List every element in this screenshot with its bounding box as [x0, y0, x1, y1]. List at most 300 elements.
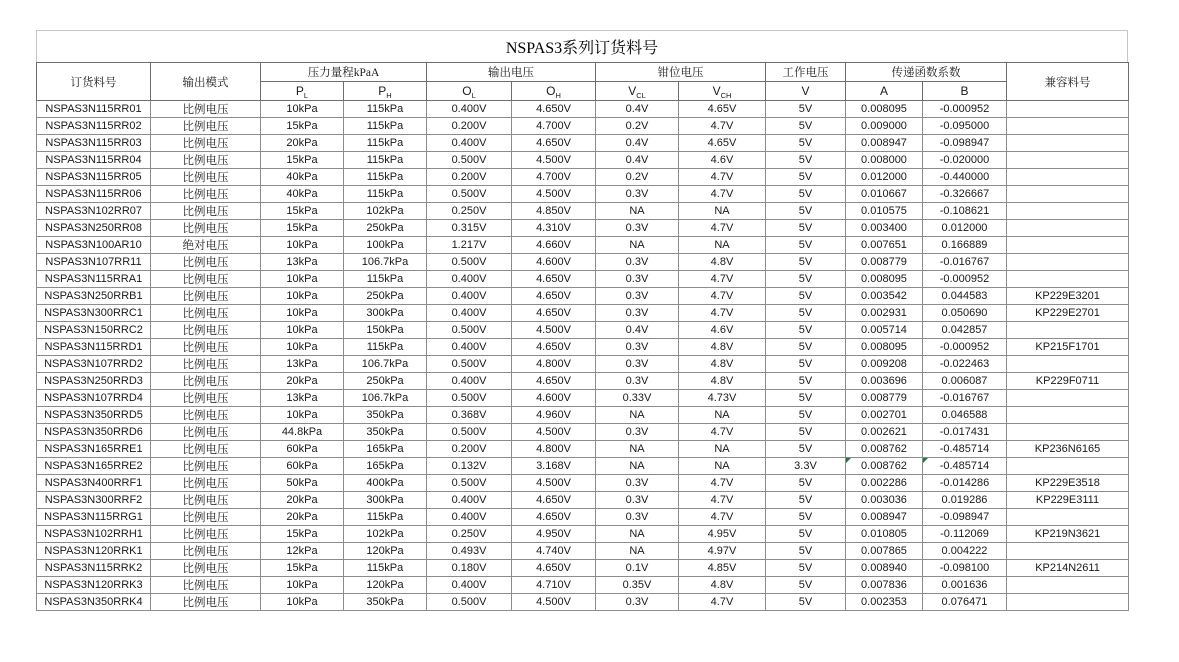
cell-vcl[interactable]: 0.33V: [596, 390, 679, 407]
cell-ph[interactable]: 250kPa: [344, 220, 427, 237]
cell-coeff-b[interactable]: -0.326667: [923, 186, 1007, 203]
cell-vch[interactable]: 4.7V: [679, 118, 766, 135]
cell-coeff-b[interactable]: -0.108621: [923, 203, 1007, 220]
cell-vch[interactable]: 4.7V: [679, 305, 766, 322]
cell-supply-v[interactable]: 5V: [766, 118, 846, 135]
cell-coeff-a[interactable]: 0.007836: [846, 577, 923, 594]
cell-coeff-b[interactable]: -0.098947: [923, 135, 1007, 152]
cell-compat[interactable]: KP229E3201: [1007, 288, 1129, 305]
cell-vch[interactable]: 4.7V: [679, 271, 766, 288]
cell-vcl[interactable]: 0.3V: [596, 254, 679, 271]
cell-ol[interactable]: 0.500V: [427, 475, 512, 492]
cell-pl[interactable]: 40kPa: [261, 186, 344, 203]
cell-vch[interactable]: 4.8V: [679, 339, 766, 356]
cell-ol[interactable]: 0.200V: [427, 118, 512, 135]
cell-part-no[interactable]: NSPAS3N115RR02: [37, 118, 151, 135]
cell-vcl[interactable]: 0.2V: [596, 118, 679, 135]
cell-ol[interactable]: 0.200V: [427, 169, 512, 186]
cell-coeff-b[interactable]: 0.001636: [923, 577, 1007, 594]
cell-part-no[interactable]: NSPAS3N400RRF1: [37, 475, 151, 492]
cell-pl[interactable]: 50kPa: [261, 475, 344, 492]
col-group-clamp-voltage[interactable]: 钳位电压: [596, 63, 766, 82]
cell-oh[interactable]: 4.600V: [512, 390, 596, 407]
cell-oh[interactable]: 4.600V: [512, 254, 596, 271]
cell-oh[interactable]: 4.650V: [512, 509, 596, 526]
col-header-output-mode[interactable]: 输出模式: [151, 63, 261, 101]
cell-output-mode[interactable]: 比例电压: [151, 373, 261, 390]
cell-compat[interactable]: [1007, 356, 1129, 373]
cell-oh[interactable]: 4.650V: [512, 339, 596, 356]
cell-oh[interactable]: 4.650V: [512, 492, 596, 509]
cell-part-no[interactable]: NSPAS3N350RRD6: [37, 424, 151, 441]
cell-oh[interactable]: 4.960V: [512, 407, 596, 424]
cell-ph[interactable]: 115kPa: [344, 169, 427, 186]
cell-ph[interactable]: 106.7kPa: [344, 356, 427, 373]
cell-compat[interactable]: KP219N3621: [1007, 526, 1129, 543]
cell-vcl[interactable]: 0.35V: [596, 577, 679, 594]
cell-coeff-a[interactable]: 0.008095: [846, 101, 923, 118]
cell-ph[interactable]: 120kPa: [344, 543, 427, 560]
cell-output-mode[interactable]: 比例电压: [151, 560, 261, 577]
cell-output-mode[interactable]: 比例电压: [151, 135, 261, 152]
cell-coeff-a[interactable]: 0.003036: [846, 492, 923, 509]
cell-coeff-b[interactable]: 0.019286: [923, 492, 1007, 509]
cell-vch[interactable]: 4.7V: [679, 288, 766, 305]
cell-ph[interactable]: 115kPa: [344, 186, 427, 203]
cell-vcl[interactable]: 0.3V: [596, 186, 679, 203]
cell-vch[interactable]: 4.85V: [679, 560, 766, 577]
cell-vcl[interactable]: NA: [596, 237, 679, 254]
cell-oh[interactable]: 4.650V: [512, 373, 596, 390]
cell-output-mode[interactable]: 比例电压: [151, 390, 261, 407]
cell-supply-v[interactable]: 5V: [766, 288, 846, 305]
cell-part-no[interactable]: NSPAS3N165RRE2: [37, 458, 151, 475]
cell-output-mode[interactable]: 比例电压: [151, 254, 261, 271]
cell-output-mode[interactable]: 比例电压: [151, 152, 261, 169]
col-header-pl[interactable]: $P_L$: [261, 82, 344, 101]
cell-ph[interactable]: 115kPa: [344, 509, 427, 526]
cell-coeff-b[interactable]: 0.050690: [923, 305, 1007, 322]
cell-ol[interactable]: 0.400V: [427, 577, 512, 594]
cell-ph[interactable]: 106.7kPa: [344, 254, 427, 271]
cell-output-mode[interactable]: 比例电压: [151, 475, 261, 492]
cell-coeff-a[interactable]: 0.008779: [846, 390, 923, 407]
cell-coeff-b[interactable]: -0.112069: [923, 526, 1007, 543]
cell-output-mode[interactable]: 比例电压: [151, 441, 261, 458]
cell-part-no[interactable]: NSPAS3N165RRE1: [37, 441, 151, 458]
cell-oh[interactable]: 4.500V: [512, 424, 596, 441]
cell-part-no[interactable]: NSPAS3N250RRD3: [37, 373, 151, 390]
cell-vcl[interactable]: 0.4V: [596, 101, 679, 118]
cell-coeff-a[interactable]: 0.008947: [846, 135, 923, 152]
cell-vcl[interactable]: 0.4V: [596, 135, 679, 152]
cell-coeff-b[interactable]: -0.014286: [923, 475, 1007, 492]
cell-compat[interactable]: [1007, 594, 1129, 611]
cell-ol[interactable]: 0.500V: [427, 152, 512, 169]
cell-part-no[interactable]: NSPAS3N350RRD5: [37, 407, 151, 424]
cell-output-mode[interactable]: 比例电压: [151, 543, 261, 560]
cell-coeff-a[interactable]: 0.009000: [846, 118, 923, 135]
cell-supply-v[interactable]: 5V: [766, 509, 846, 526]
cell-coeff-a[interactable]: 0.002931: [846, 305, 923, 322]
cell-supply-v[interactable]: 5V: [766, 254, 846, 271]
cell-output-mode[interactable]: 比例电压: [151, 203, 261, 220]
cell-output-mode[interactable]: 比例电压: [151, 186, 261, 203]
cell-coeff-b[interactable]: -0.098100: [923, 560, 1007, 577]
cell-compat[interactable]: [1007, 424, 1129, 441]
cell-part-no[interactable]: NSPAS3N115RRD1: [37, 339, 151, 356]
cell-vcl[interactable]: NA: [596, 526, 679, 543]
cell-ph[interactable]: 300kPa: [344, 492, 427, 509]
cell-output-mode[interactable]: 比例电压: [151, 594, 261, 611]
cell-pl[interactable]: 10kPa: [261, 322, 344, 339]
cell-ol[interactable]: 0.500V: [427, 322, 512, 339]
cell-coeff-b[interactable]: -0.022463: [923, 356, 1007, 373]
cell-coeff-a[interactable]: 0.008000: [846, 152, 923, 169]
cell-coeff-a[interactable]: 0.008095: [846, 271, 923, 288]
cell-output-mode[interactable]: 比例电压: [151, 118, 261, 135]
cell-coeff-b[interactable]: 0.046588: [923, 407, 1007, 424]
cell-output-mode[interactable]: 比例电压: [151, 458, 261, 475]
cell-supply-v[interactable]: 5V: [766, 543, 846, 560]
cell-pl[interactable]: 20kPa: [261, 135, 344, 152]
cell-part-no[interactable]: NSPAS3N250RR08: [37, 220, 151, 237]
cell-coeff-b[interactable]: 0.004222: [923, 543, 1007, 560]
cell-pl[interactable]: 10kPa: [261, 407, 344, 424]
cell-part-no[interactable]: NSPAS3N120RRK3: [37, 577, 151, 594]
cell-ol[interactable]: 0.500V: [427, 186, 512, 203]
cell-supply-v[interactable]: 5V: [766, 186, 846, 203]
cell-ol[interactable]: 0.400V: [427, 288, 512, 305]
cell-compat[interactable]: [1007, 407, 1129, 424]
cell-oh[interactable]: 4.950V: [512, 526, 596, 543]
cell-part-no[interactable]: NSPAS3N100AR10: [37, 237, 151, 254]
cell-oh[interactable]: 4.500V: [512, 594, 596, 611]
cell-oh[interactable]: 4.650V: [512, 101, 596, 118]
cell-vch[interactable]: 4.8V: [679, 577, 766, 594]
cell-output-mode[interactable]: 比例电压: [151, 220, 261, 237]
cell-oh[interactable]: 4.740V: [512, 543, 596, 560]
cell-pl[interactable]: 10kPa: [261, 288, 344, 305]
cell-coeff-a[interactable]: 0.008779: [846, 254, 923, 271]
cell-coeff-b[interactable]: -0.000952: [923, 339, 1007, 356]
cell-pl[interactable]: 10kPa: [261, 594, 344, 611]
cell-vch[interactable]: 4.97V: [679, 543, 766, 560]
cell-compat[interactable]: [1007, 186, 1129, 203]
cell-vch[interactable]: 4.7V: [679, 424, 766, 441]
cell-vcl[interactable]: 0.4V: [596, 152, 679, 169]
cell-compat[interactable]: KP229F0711: [1007, 373, 1129, 390]
col-header-part-no[interactable]: 订货料号: [37, 63, 151, 101]
cell-compat[interactable]: [1007, 390, 1129, 407]
cell-coeff-a[interactable]: 0.012000: [846, 169, 923, 186]
cell-ol[interactable]: 0.400V: [427, 271, 512, 288]
cell-supply-v[interactable]: 5V: [766, 237, 846, 254]
cell-ph[interactable]: 250kPa: [344, 373, 427, 390]
cell-ol[interactable]: 0.180V: [427, 560, 512, 577]
cell-ol[interactable]: 0.500V: [427, 594, 512, 611]
cell-ph[interactable]: 100kPa: [344, 237, 427, 254]
cell-supply-v[interactable]: 5V: [766, 441, 846, 458]
cell-output-mode[interactable]: 比例电压: [151, 526, 261, 543]
cell-coeff-a[interactable]: 0.003400: [846, 220, 923, 237]
cell-coeff-b[interactable]: 0.044583: [923, 288, 1007, 305]
cell-supply-v[interactable]: 5V: [766, 373, 846, 390]
cell-part-no[interactable]: NSPAS3N115RR03: [37, 135, 151, 152]
cell-vcl[interactable]: 0.3V: [596, 339, 679, 356]
cell-compat[interactable]: [1007, 458, 1129, 475]
cell-oh[interactable]: 4.500V: [512, 186, 596, 203]
col-group-output-voltage[interactable]: 输出电压: [427, 63, 596, 82]
cell-ph[interactable]: 350kPa: [344, 594, 427, 611]
cell-pl[interactable]: 44.8kPa: [261, 424, 344, 441]
cell-coeff-b[interactable]: 0.076471: [923, 594, 1007, 611]
cell-part-no[interactable]: NSPAS3N115RR01: [37, 101, 151, 118]
cell-part-no[interactable]: NSPAS3N115RRG1: [37, 509, 151, 526]
cell-ol[interactable]: 0.500V: [427, 390, 512, 407]
cell-vch[interactable]: 4.7V: [679, 492, 766, 509]
col-header-supply-v[interactable]: V: [766, 82, 846, 101]
cell-supply-v[interactable]: 5V: [766, 407, 846, 424]
cell-compat[interactable]: [1007, 509, 1129, 526]
cell-vcl[interactable]: 0.3V: [596, 373, 679, 390]
cell-vch[interactable]: NA: [679, 407, 766, 424]
cell-supply-v[interactable]: 5V: [766, 475, 846, 492]
cell-supply-v[interactable]: 5V: [766, 339, 846, 356]
cell-vch[interactable]: NA: [679, 203, 766, 220]
cell-compat[interactable]: [1007, 237, 1129, 254]
cell-vcl[interactable]: NA: [596, 543, 679, 560]
cell-vch[interactable]: 4.7V: [679, 186, 766, 203]
cell-output-mode[interactable]: 比例电压: [151, 509, 261, 526]
cell-vcl[interactable]: NA: [596, 458, 679, 475]
cell-vch[interactable]: 4.7V: [679, 594, 766, 611]
cell-ol[interactable]: 0.400V: [427, 339, 512, 356]
cell-vcl[interactable]: NA: [596, 203, 679, 220]
cell-compat[interactable]: [1007, 135, 1129, 152]
cell-vcl[interactable]: 0.3V: [596, 356, 679, 373]
col-group-pressure-range[interactable]: 压力量程kPaA: [261, 63, 427, 82]
cell-coeff-a[interactable]: 0.002353: [846, 594, 923, 611]
col-header-vcl[interactable]: $V_{CL}$: [596, 82, 679, 101]
cell-pl[interactable]: 20kPa: [261, 509, 344, 526]
cell-supply-v[interactable]: 5V: [766, 203, 846, 220]
cell-vcl[interactable]: NA: [596, 407, 679, 424]
cell-ol[interactable]: 1.217V: [427, 237, 512, 254]
cell-coeff-b[interactable]: 0.166889: [923, 237, 1007, 254]
cell-output-mode[interactable]: 比例电压: [151, 577, 261, 594]
cell-part-no[interactable]: NSPAS3N107RR11: [37, 254, 151, 271]
cell-compat[interactable]: KP214N2611: [1007, 560, 1129, 577]
cell-part-no[interactable]: NSPAS3N115RR04: [37, 152, 151, 169]
cell-pl[interactable]: 13kPa: [261, 390, 344, 407]
cell-compat[interactable]: [1007, 118, 1129, 135]
cell-ol[interactable]: 0.500V: [427, 424, 512, 441]
cell-vch[interactable]: 4.7V: [679, 509, 766, 526]
cell-coeff-b[interactable]: 0.042857: [923, 322, 1007, 339]
cell-vcl[interactable]: 0.1V: [596, 560, 679, 577]
cell-pl[interactable]: 10kPa: [261, 339, 344, 356]
cell-oh[interactable]: 4.660V: [512, 237, 596, 254]
cell-vcl[interactable]: 0.3V: [596, 288, 679, 305]
cell-coeff-a[interactable]: 0.008762: [846, 458, 923, 475]
cell-oh[interactable]: 4.850V: [512, 203, 596, 220]
cell-ph[interactable]: 350kPa: [344, 424, 427, 441]
cell-ol[interactable]: 0.400V: [427, 373, 512, 390]
cell-coeff-b[interactable]: -0.485714: [923, 441, 1007, 458]
cell-coeff-b[interactable]: -0.095000: [923, 118, 1007, 135]
cell-oh[interactable]: 4.650V: [512, 560, 596, 577]
cell-ol[interactable]: 0.400V: [427, 305, 512, 322]
cell-compat[interactable]: [1007, 322, 1129, 339]
cell-ph[interactable]: 150kPa: [344, 322, 427, 339]
cell-output-mode[interactable]: 绝对电压: [151, 237, 261, 254]
cell-oh[interactable]: 4.700V: [512, 169, 596, 186]
cell-ol[interactable]: 0.200V: [427, 441, 512, 458]
cell-vcl[interactable]: 0.3V: [596, 509, 679, 526]
cell-coeff-a[interactable]: 0.010667: [846, 186, 923, 203]
cell-pl[interactable]: 15kPa: [261, 560, 344, 577]
col-header-ol[interactable]: $O_L$: [427, 82, 512, 101]
cell-supply-v[interactable]: 5V: [766, 492, 846, 509]
cell-compat[interactable]: [1007, 101, 1129, 118]
cell-ph[interactable]: 115kPa: [344, 271, 427, 288]
cell-oh[interactable]: 4.650V: [512, 305, 596, 322]
cell-vcl[interactable]: 0.4V: [596, 322, 679, 339]
cell-output-mode[interactable]: 比例电压: [151, 407, 261, 424]
cell-coeff-a[interactable]: 0.008947: [846, 509, 923, 526]
cell-vch[interactable]: 4.7V: [679, 169, 766, 186]
cell-vch[interactable]: NA: [679, 441, 766, 458]
cell-vcl[interactable]: 0.3V: [596, 594, 679, 611]
cell-ol[interactable]: 0.500V: [427, 254, 512, 271]
cell-oh[interactable]: 4.500V: [512, 322, 596, 339]
cell-pl[interactable]: 15kPa: [261, 220, 344, 237]
col-group-supply-voltage[interactable]: 工作电压: [766, 63, 846, 82]
cell-pl[interactable]: 20kPa: [261, 373, 344, 390]
cell-compat[interactable]: [1007, 203, 1129, 220]
cell-pl[interactable]: 10kPa: [261, 305, 344, 322]
cell-part-no[interactable]: NSPAS3N350RRK4: [37, 594, 151, 611]
cell-ph[interactable]: 250kPa: [344, 288, 427, 305]
cell-vch[interactable]: 4.65V: [679, 135, 766, 152]
cell-ol[interactable]: 0.400V: [427, 101, 512, 118]
cell-pl[interactable]: 13kPa: [261, 356, 344, 373]
cell-part-no[interactable]: NSPAS3N300RRF2: [37, 492, 151, 509]
cell-pl[interactable]: 10kPa: [261, 577, 344, 594]
cell-output-mode[interactable]: 比例电压: [151, 288, 261, 305]
cell-output-mode[interactable]: 比例电压: [151, 322, 261, 339]
cell-vch[interactable]: 4.6V: [679, 152, 766, 169]
cell-coeff-a[interactable]: 0.002621: [846, 424, 923, 441]
cell-pl[interactable]: 40kPa: [261, 169, 344, 186]
cell-pl[interactable]: 13kPa: [261, 254, 344, 271]
cell-oh[interactable]: 4.800V: [512, 441, 596, 458]
cell-output-mode[interactable]: 比例电压: [151, 492, 261, 509]
cell-vcl[interactable]: 0.3V: [596, 305, 679, 322]
cell-coeff-a[interactable]: 0.005714: [846, 322, 923, 339]
cell-coeff-a[interactable]: 0.008762: [846, 441, 923, 458]
cell-vcl[interactable]: 0.3V: [596, 424, 679, 441]
cell-ph[interactable]: 115kPa: [344, 339, 427, 356]
cell-pl[interactable]: 15kPa: [261, 203, 344, 220]
cell-ph[interactable]: 300kPa: [344, 305, 427, 322]
cell-supply-v[interactable]: 3.3V: [766, 458, 846, 475]
cell-compat[interactable]: [1007, 152, 1129, 169]
cell-supply-v[interactable]: 5V: [766, 101, 846, 118]
cell-ol[interactable]: 0.368V: [427, 407, 512, 424]
cell-supply-v[interactable]: 5V: [766, 560, 846, 577]
cell-pl[interactable]: 20kPa: [261, 492, 344, 509]
cell-output-mode[interactable]: 比例电压: [151, 169, 261, 186]
cell-ol[interactable]: 0.400V: [427, 135, 512, 152]
cell-part-no[interactable]: NSPAS3N107RRD2: [37, 356, 151, 373]
cell-compat[interactable]: [1007, 169, 1129, 186]
cell-part-no[interactable]: NSPAS3N102RR07: [37, 203, 151, 220]
cell-part-no[interactable]: NSPAS3N115RRA1: [37, 271, 151, 288]
cell-coeff-a[interactable]: 0.007651: [846, 237, 923, 254]
cell-coeff-a[interactable]: 0.010575: [846, 203, 923, 220]
col-header-coeff-b[interactable]: B: [923, 82, 1007, 101]
cell-compat[interactable]: [1007, 543, 1129, 560]
col-group-transfer-coeff[interactable]: 传递函数系数: [846, 63, 1007, 82]
cell-supply-v[interactable]: 5V: [766, 271, 846, 288]
cell-ol[interactable]: 0.400V: [427, 509, 512, 526]
cell-supply-v[interactable]: 5V: [766, 390, 846, 407]
cell-oh[interactable]: 4.650V: [512, 288, 596, 305]
cell-compat[interactable]: KP229E2701: [1007, 305, 1129, 322]
cell-ph[interactable]: 165kPa: [344, 441, 427, 458]
cell-vcl[interactable]: 0.2V: [596, 169, 679, 186]
cell-coeff-b[interactable]: -0.017431: [923, 424, 1007, 441]
cell-coeff-a[interactable]: 0.008095: [846, 339, 923, 356]
cell-coeff-a[interactable]: 0.008940: [846, 560, 923, 577]
cell-output-mode[interactable]: 比例电压: [151, 424, 261, 441]
cell-ph[interactable]: 115kPa: [344, 135, 427, 152]
cell-supply-v[interactable]: 5V: [766, 577, 846, 594]
col-header-oh[interactable]: $O_H$: [512, 82, 596, 101]
cell-part-no[interactable]: NSPAS3N120RRK1: [37, 543, 151, 560]
cell-coeff-a[interactable]: 0.009208: [846, 356, 923, 373]
cell-ol[interactable]: 0.400V: [427, 492, 512, 509]
cell-pl[interactable]: 60kPa: [261, 458, 344, 475]
cell-vch[interactable]: 4.7V: [679, 220, 766, 237]
cell-vch[interactable]: 4.6V: [679, 322, 766, 339]
cell-compat[interactable]: [1007, 220, 1129, 237]
cell-output-mode[interactable]: 比例电压: [151, 101, 261, 118]
cell-coeff-b[interactable]: -0.485714: [923, 458, 1007, 475]
cell-ph[interactable]: 400kPa: [344, 475, 427, 492]
cell-coeff-a[interactable]: 0.010805: [846, 526, 923, 543]
cell-vcl[interactable]: 0.3V: [596, 220, 679, 237]
cell-vcl[interactable]: 0.3V: [596, 475, 679, 492]
cell-ph[interactable]: 102kPa: [344, 203, 427, 220]
cell-oh[interactable]: 4.800V: [512, 356, 596, 373]
cell-compat[interactable]: [1007, 271, 1129, 288]
cell-output-mode[interactable]: 比例电压: [151, 271, 261, 288]
cell-coeff-b[interactable]: -0.000952: [923, 271, 1007, 288]
cell-supply-v[interactable]: 5V: [766, 594, 846, 611]
cell-ol[interactable]: 0.315V: [427, 220, 512, 237]
cell-ph[interactable]: 165kPa: [344, 458, 427, 475]
cell-vch[interactable]: 4.73V: [679, 390, 766, 407]
cell-ol[interactable]: 0.493V: [427, 543, 512, 560]
cell-supply-v[interactable]: 5V: [766, 424, 846, 441]
cell-pl[interactable]: 12kPa: [261, 543, 344, 560]
cell-oh[interactable]: 4.710V: [512, 577, 596, 594]
cell-supply-v[interactable]: 5V: [766, 322, 846, 339]
cell-vch[interactable]: NA: [679, 458, 766, 475]
